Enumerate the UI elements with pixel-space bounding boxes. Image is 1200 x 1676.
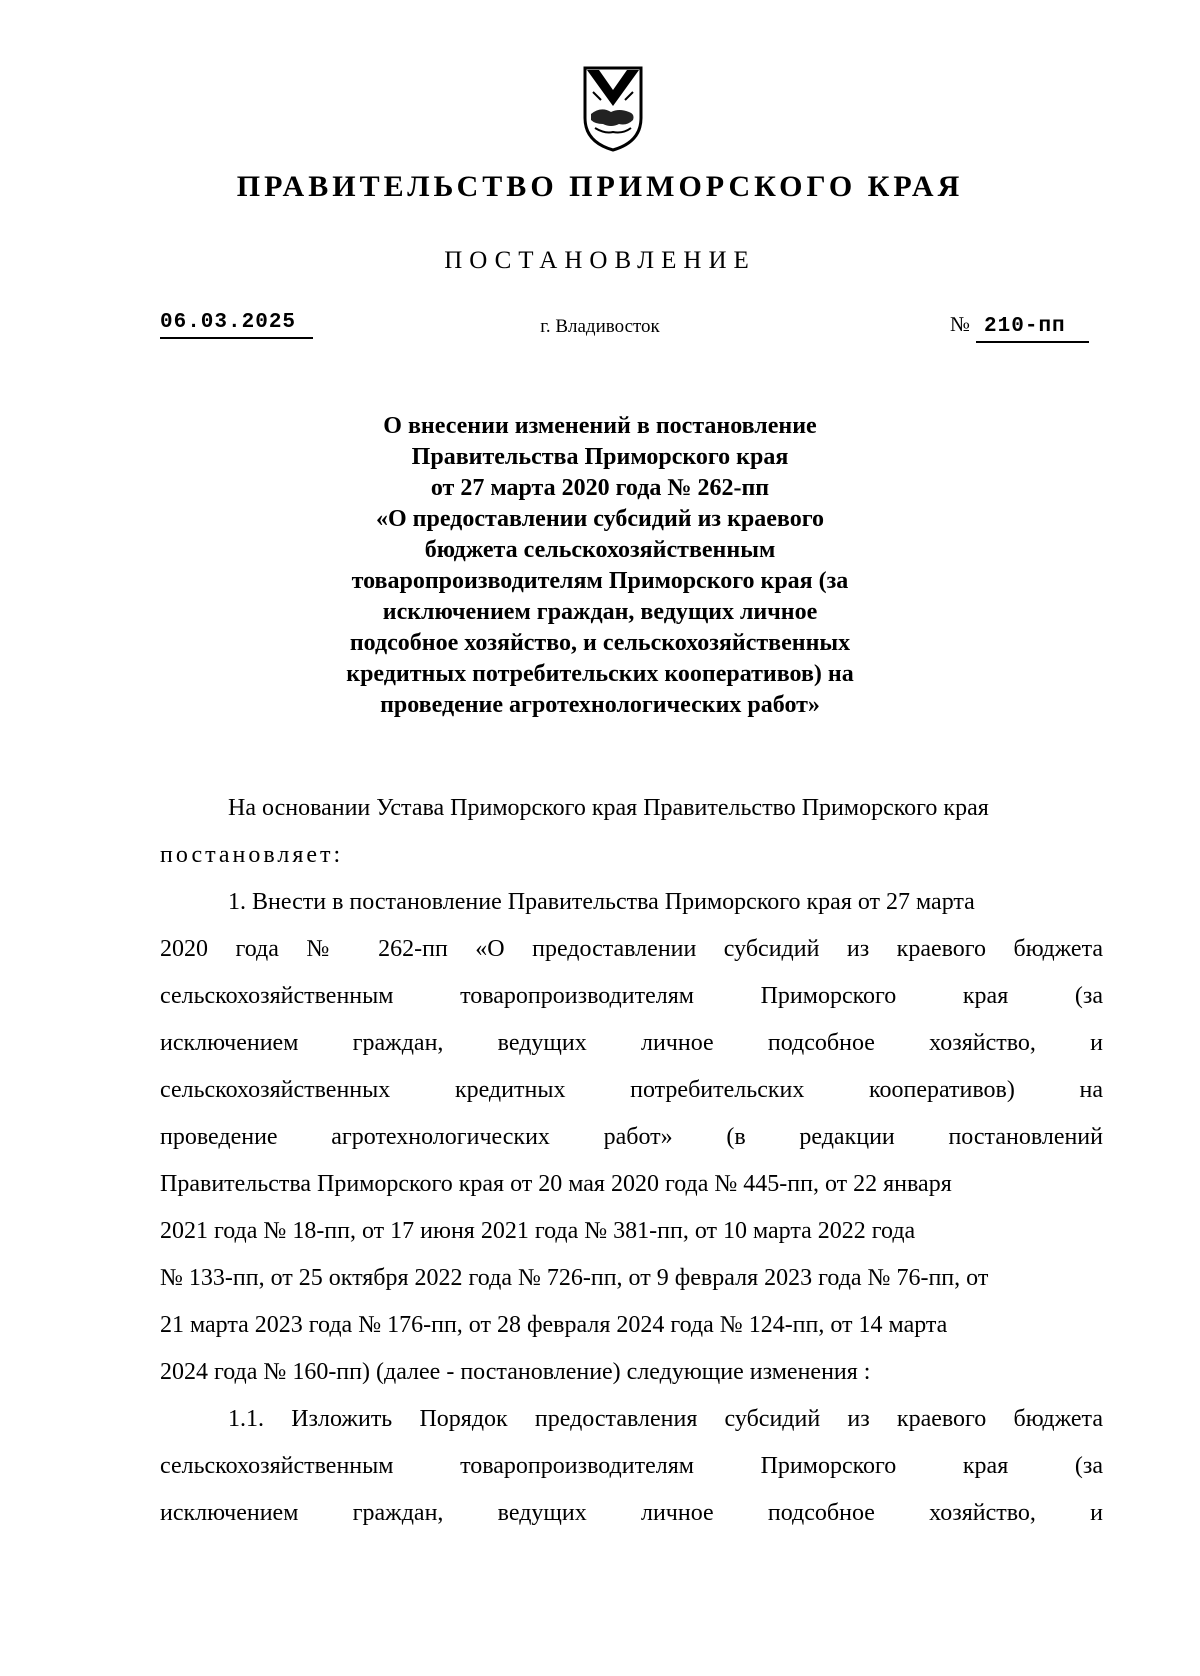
document-date: 06.03.2025 bbox=[160, 311, 313, 339]
item-1-line: № 133-пп, от 25 октября 2022 года № 726-пп, от 9 февраля 2023 года № 76-пп, от bbox=[160, 1265, 989, 1291]
item-1-line: 2021 года № 18-пп, от 17 июня 2021 года № 381-пп, от 10 марта 2022 года bbox=[160, 1218, 916, 1244]
organization-title: ПРАВИТЕЛЬСТВО ПРИМОРСКОГО КРАЯ bbox=[236, 170, 964, 203]
subject-line: О внесении изменений в постановление bbox=[383, 413, 817, 439]
number-value: 210-пп bbox=[976, 315, 1089, 343]
item-1-line: 1. Внести в постановление Правительства Приморского края от 27 марта bbox=[228, 889, 975, 915]
item-1-line: 2020 года № 262-пп «О предоставлении субсидий из краевого бюджета bbox=[160, 936, 1103, 962]
document-type: ПОСТАНОВЛЕНИЕ bbox=[444, 247, 756, 274]
document-number bbox=[950, 312, 1089, 343]
subject-line: товаропроизводителям Приморского края (за bbox=[351, 568, 849, 594]
item-1-line: исключением граждан, ведущих личное подсобное хозяйство, и bbox=[160, 1030, 1103, 1056]
item-1-1-line: сельскохозяйственным товаропроизводителям Приморского края (за bbox=[160, 1453, 1103, 1479]
item-1-line: 21 марта 2023 года № 176-пп, от 28 февраля 2024 года № 124-пп, от 14 марта bbox=[160, 1312, 948, 1338]
subject-line: исключением граждан, ведущих личное bbox=[382, 599, 818, 625]
item-1-1-line: 1.1. Изложить Порядок предоставления субсидий из краевого бюджета bbox=[228, 1406, 1103, 1432]
item-1-line: проведение агротехнологических работ» (в редакции постановлений bbox=[160, 1124, 1103, 1150]
document-subject bbox=[300, 411, 900, 721]
subject-line: Правительства Приморского края bbox=[411, 444, 789, 470]
item-1-line: сельскохозяйственных кредитных потребительских кооперативов) на bbox=[160, 1077, 1103, 1103]
subject-line: «О предоставлении субсидий из краевого bbox=[376, 506, 824, 532]
coat-of-arms-icon bbox=[581, 62, 645, 152]
subject-line: подсобное хозяйство, и сельскохозяйственных bbox=[349, 630, 851, 656]
subject-line: проведение агротехнологических работ» bbox=[380, 692, 820, 718]
document-body bbox=[160, 785, 1103, 1537]
subject-line: от 27 марта 2020 года № 262-пп bbox=[430, 475, 770, 501]
item-1-line: сельскохозяйственным товаропроизводителям Приморского края (за bbox=[160, 983, 1103, 1009]
item-1-1-line: исключением граждан, ведущих личное подсобное хозяйство, и bbox=[160, 1500, 1103, 1526]
preamble-line: На основании Устава Приморского края Правительство Приморского края bbox=[228, 795, 989, 821]
subject-line: бюджета сельскохозяйственным bbox=[424, 537, 776, 563]
number-label: № bbox=[950, 312, 971, 336]
subject-line: кредитных потребительских кооперативов) на bbox=[346, 661, 854, 687]
preamble-line: постановляет: bbox=[160, 842, 344, 868]
document-city: г. Владивосток bbox=[540, 316, 660, 337]
item-1-line: Правительства Приморского края от 20 мая 2020 года № 445-пп, от 22 января bbox=[160, 1171, 952, 1197]
item-1-line: 2024 года № 160-пп) (далее - постановление) следующие изменения : bbox=[160, 1359, 871, 1385]
